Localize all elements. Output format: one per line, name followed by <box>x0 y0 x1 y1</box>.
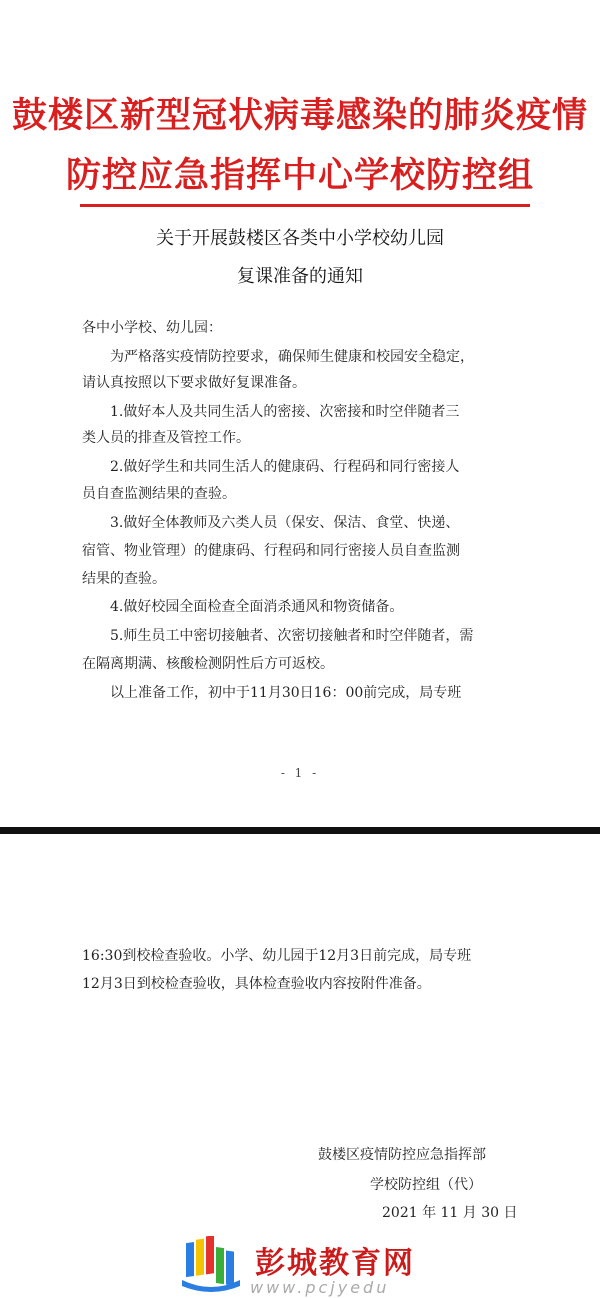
body-line: 员自查监测结果的查验。 <box>82 486 236 502</box>
body-line: 4.做好校园全面检查全面消杀通风和物资储备。 <box>110 599 404 615</box>
body-line: 3.做好全体教师及六类人员（保安、保洁、食堂、快递、 <box>110 515 460 531</box>
signature-department: 鼓楼区疫情防控应急指挥部 <box>318 1147 486 1163</box>
signature-date: 2021 年 11 月 30 日 <box>382 1205 518 1221</box>
issuing-org-line-1: 鼓楼区新型冠状病毒感染的肺炎疫情 <box>11 95 588 136</box>
body-line: 请认真按照以下要求做好复课准备。 <box>82 375 306 391</box>
body-line: 1.做好本人及共同生活人的密接、次密接和时空伴随者三 <box>110 404 460 420</box>
signature-group: 学校防控组（代） <box>370 1177 482 1193</box>
site-watermark-logo <box>180 1232 440 1298</box>
notice-title-line-2: 复课准备的通知 <box>237 266 363 287</box>
body-line: 在隔离期满、核酸检测阴性后方可返校。 <box>82 656 334 672</box>
document-page-2 <box>0 834 600 1298</box>
body-line: 宿管、物业管理）的健康码、行程码和同行密接人员自查监测 <box>82 543 460 559</box>
site-name: 彭城教育网 <box>255 1246 415 1281</box>
body-line: 5.师生员工中密切接触者、次密切接触者和时空伴随者，需 <box>110 628 474 644</box>
body-line: 2.做好学生和共同生活人的健康码、行程码和同行密接人 <box>110 459 460 475</box>
body-line: 12月3日到校检查验收，具体检查验收内容按附件准备。 <box>82 976 431 992</box>
body-line: 类人员的排查及管控工作。 <box>82 430 250 446</box>
body-line: 为严格落实疫情防控要求，确保师生健康和校园安全稳定， <box>110 349 474 365</box>
body-line: 以上准备工作，初中于11月30日16：00前完成，局专班 <box>110 685 462 701</box>
book-icon <box>180 1236 242 1292</box>
body-line: 16:30到校检查验收。小学、幼儿园于12月3日前完成，局专班 <box>82 948 472 964</box>
page-number: - 1 - <box>280 766 320 780</box>
site-url: www.pcjyedu <box>250 1278 390 1297</box>
page-separator <box>0 827 600 834</box>
red-header-rule <box>80 204 530 207</box>
notice-title-line-1: 关于开展鼓楼区各类中小学校幼儿园 <box>156 228 444 249</box>
salutation: 各中小学校、幼儿园： <box>82 320 222 336</box>
body-line: 结果的查验。 <box>82 571 166 587</box>
issuing-org-line-2: 防控应急指挥中心学校防控组 <box>65 155 534 196</box>
